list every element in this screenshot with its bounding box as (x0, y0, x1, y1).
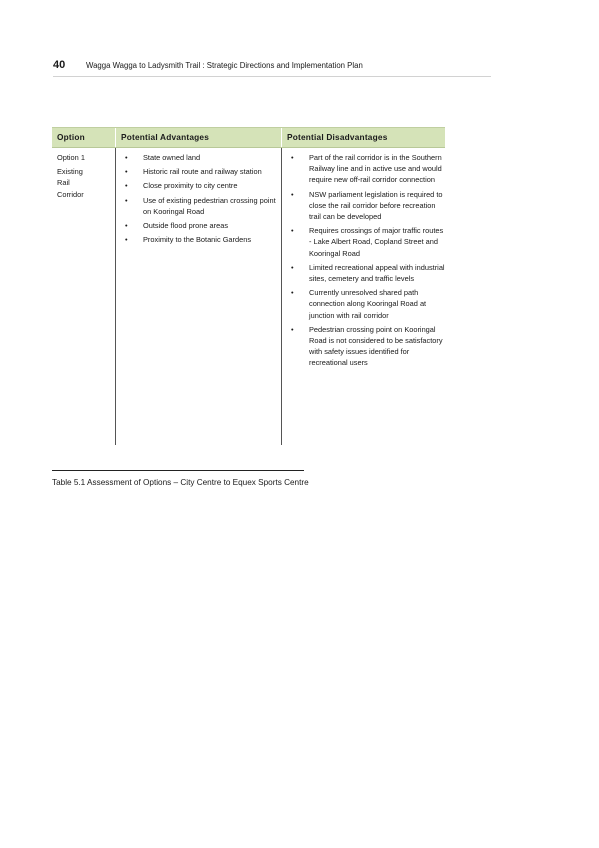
list-item (282, 287, 445, 321)
list-item (282, 262, 445, 284)
page-number: 40 (53, 59, 66, 71)
disadvantage-text: Limited recreational appeal with industrial sites, cemetery and traffic levels (309, 262, 445, 284)
page-header (53, 59, 491, 71)
advantages-cell (116, 148, 282, 445)
disadvantage-text: NSW parliament legislation is required to close the rail corridor before recreation trail can be developed (309, 189, 443, 222)
column-header-advantages: Potential Advantages (116, 128, 282, 147)
bullet-icon: • (125, 167, 128, 177)
header-divider (53, 76, 491, 77)
disadvantage-text: Part of the rail corridor is in the Southern Railway line and in active use and would require new off-rail corridor connection (309, 153, 442, 185)
table-row (52, 148, 445, 445)
bullet-icon: • (291, 262, 294, 272)
option-cell (52, 148, 116, 445)
list-item (282, 324, 445, 369)
bullet-icon: • (291, 189, 294, 199)
list-item (282, 189, 445, 223)
column-header-option: Option (52, 128, 116, 147)
option-name-line: Corridor (57, 189, 84, 199)
bullet-icon: • (125, 221, 128, 231)
advantages-list (116, 148, 281, 245)
advantage-text: Use of existing pedestrian crossing point on Kooringal Road (143, 195, 276, 216)
column-header-disadvantages: Potential Disadvantages (287, 132, 388, 142)
list-item (116, 195, 281, 217)
bullet-icon: • (125, 235, 128, 245)
bullet-icon: • (291, 324, 294, 334)
running-title: Wagga Wagga to Ladysmith Trail : Strategic Directions and Implementation Plan (86, 61, 363, 70)
option-name-line: Existing (57, 167, 83, 177)
list-item (116, 166, 281, 177)
list-item (116, 234, 281, 245)
bullet-icon: • (125, 195, 128, 205)
disadvantage-text: Pedestrian crossing point on Kooringal Road is not considered to be satisfactory with safety issues identified for recreational users (309, 324, 443, 368)
option-name-line: Rail (57, 178, 70, 188)
advantage-text: Outside flood prone areas (143, 221, 229, 231)
bullet-icon: • (291, 288, 294, 298)
list-item (116, 180, 281, 191)
advantage-text: State owned land (143, 153, 201, 162)
table-caption: Table 5.1 Assessment of Options – City Centre to Equex Sports Centre (52, 478, 309, 487)
disadvantage-text: Currently unresolved shared path connection along Kooringal Road at junction with rail corridor (309, 288, 427, 320)
list-item (116, 152, 281, 163)
list-item (116, 220, 281, 231)
bullet-icon: • (291, 153, 294, 162)
disadvantages-cell (282, 148, 445, 445)
disadvantages-list (282, 148, 445, 369)
advantage-text: Historic rail route and railway station (143, 167, 262, 177)
option-name (57, 166, 115, 200)
bullet-icon: • (291, 226, 294, 236)
caption-divider (52, 470, 304, 471)
advantage-text: Close proximity to city centre (143, 181, 238, 191)
bullet-icon: • (125, 181, 128, 191)
options-table (52, 127, 445, 445)
disadvantage-text: Requires crossings of major traffic routes - Lake Albert Road, Copland Street and Kooringal Road (309, 226, 444, 258)
list-item (282, 152, 445, 186)
table-header-row (52, 127, 445, 148)
advantage-text: Proximity to the Botanic Gardens (143, 235, 252, 245)
list-item (282, 225, 445, 259)
option-id: Option 1 (57, 153, 85, 162)
bullet-icon: • (125, 153, 128, 162)
